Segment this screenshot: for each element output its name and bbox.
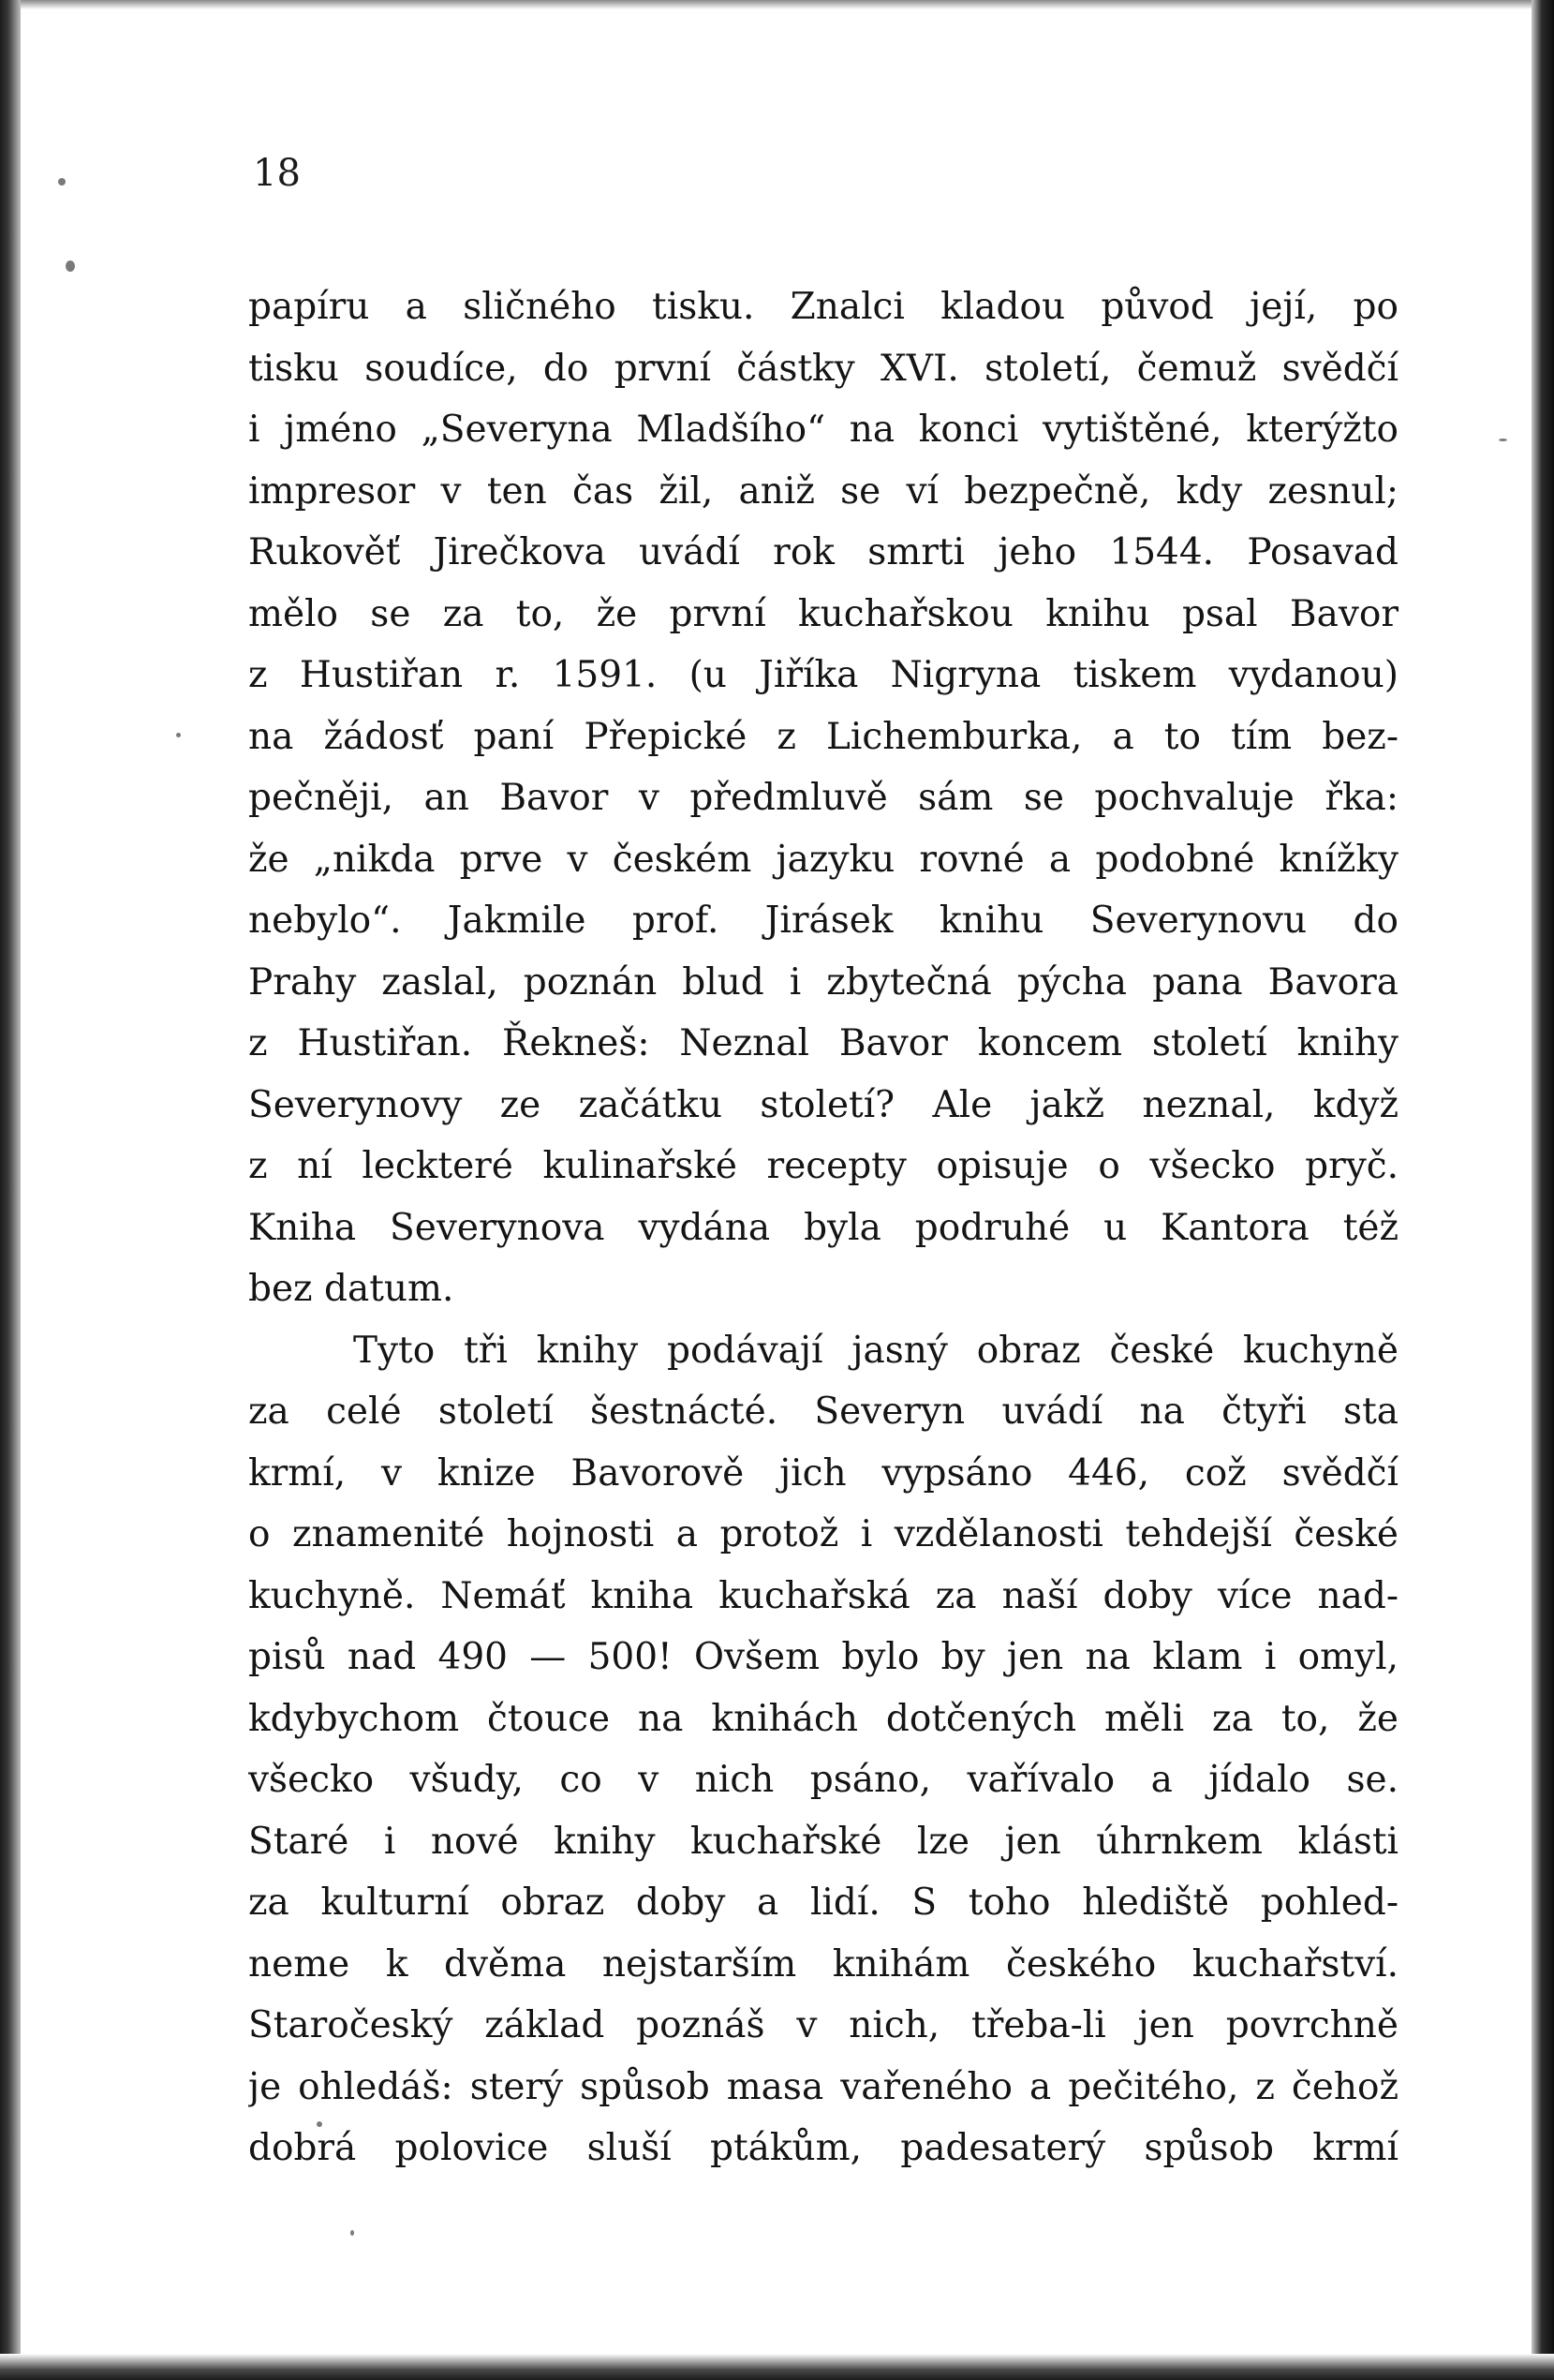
- text-line: kuchyně. Nemáť kniha kuchařská za naší doby více nad-: [248, 1574, 1399, 1617]
- text-line: nebylo“. Jakmile prof. Jirásek knihu Severynovu do: [248, 900, 1399, 942]
- scan-edge-left: [0, 0, 21, 2380]
- dust-speck: [350, 2230, 354, 2236]
- dust-speck: [66, 260, 75, 272]
- dust-speck: [176, 733, 181, 737]
- text-line: Severynovy ze začátku století? Ale jakž neznal, když: [248, 1083, 1399, 1126]
- text-line: za celé století šestnácté. Severyn uvádí na čtyři sta: [248, 1391, 1399, 1433]
- paragraph: [248, 276, 1399, 1320]
- scan-edge-top: [0, 0, 1554, 9]
- text-line: pisů nad 490 — 500! Ovšem bylo by jen na klam i omyl,: [248, 1636, 1399, 1678]
- text-line: krmí, v knize Bavorově jich vypsáno 446, což svědčí: [248, 1451, 1399, 1495]
- text-line: o znamenité hojnosti a protož i vzdělanosti tehdejší české: [248, 1513, 1399, 1555]
- text-line: z ní leckteré kulinařské recepty opisuje o všecko pryč.: [248, 1145, 1399, 1187]
- text-line: Kniha Severynova vydána byla podruhé u Kantora též: [248, 1206, 1399, 1249]
- text-line: z Hustiřan. Řekneš: Neznal Bavor koncem století knihy: [248, 1022, 1399, 1064]
- text-line: že „nikda prve v českém jazyku rovné a podobné knížky: [248, 838, 1399, 881]
- dust-speck: [58, 178, 66, 186]
- body-text: [248, 276, 1399, 2179]
- text-line: Tyto tři knihy podávají jasný obraz české kuchyně: [353, 1329, 1399, 1372]
- dust-speck: [1499, 439, 1507, 441]
- text-line: všecko všudy, co v nich psáno, vařívalo a jídalo se.: [248, 1759, 1399, 1801]
- text-line: z Hustiřan r. 1591. (u Jiříka Nigryna tiskem vydanou): [248, 654, 1399, 696]
- text-line: neme k dvěma nejstarším knihám českého kuchařství.: [248, 1942, 1399, 1986]
- text-line: Rukověť Jirečkova uvádí rok smrti jeho 1544. Posavad: [248, 531, 1399, 573]
- text-line: papíru a sličného tisku. Znalci kladou původ její, po: [248, 286, 1399, 328]
- scan-edge-bottom: [0, 2354, 1554, 2380]
- page-number: 18: [253, 152, 301, 195]
- text-line: kdybychom čtouce na knihách dotčených měli za to, že: [248, 1697, 1399, 1740]
- text-line: impresor v ten čas žil, aniž se ví bezpečně, kdy zesnul;: [248, 469, 1399, 513]
- scan-edge-right: [1532, 0, 1554, 2380]
- text-line: je ohledáš: sterý spůsob masa vařeného a pečitého, z čehož: [248, 2065, 1399, 2108]
- text-line: dobrá polovice sluší ptákům, padesaterý spůsob krmí: [248, 2127, 1399, 2169]
- text-line: Prahy zaslal, poznán blud i zbytečná pýcha pana Bavora: [248, 960, 1399, 1004]
- text-line: za kulturní obraz doby a lidí. S toho hlediště pohled-: [248, 1882, 1399, 1924]
- text-line: i jméno „Severyna Mladšího“ na konci vytištěné, kterýžto: [248, 409, 1399, 451]
- text-line: bez datum.: [248, 1268, 454, 1310]
- text-line: Staročeský základ poznáš v nich, třeba-li jen povrchně: [248, 2004, 1399, 2046]
- text-line: tisku soudíce, do první částky XVI. století, čemuž svědčí: [248, 347, 1399, 390]
- text-line: pečněji, an Bavor v předmluvě sám se pochvaluje řka:: [248, 777, 1399, 819]
- paragraph: [248, 1320, 1399, 2179]
- text-line: na žádosť paní Přepické z Lichemburka, a to tím bez-: [248, 715, 1399, 758]
- text-line: mělo se za to, že první kuchařskou knihu psal Bavor: [248, 592, 1399, 635]
- text-line: Staré i nové knihy kuchařské lze jen úhrnkem klásti: [248, 1820, 1399, 1863]
